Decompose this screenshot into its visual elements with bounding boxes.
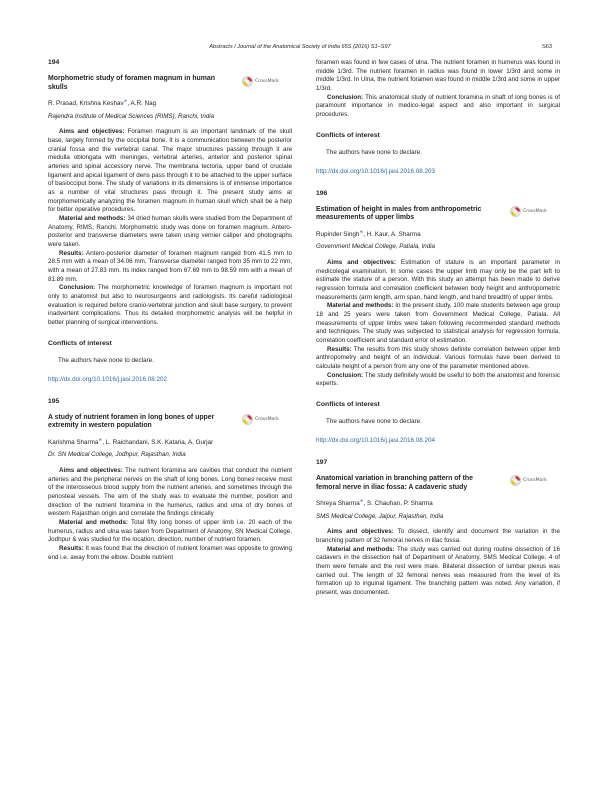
conflicts-text: The authors have none to declare.	[58, 356, 154, 364]
crossmark-badge[interactable]	[242, 74, 286, 88]
results-paragraph	[316, 346, 560, 372]
conclusion-text: The morphometric knowledge of foramen magnum is important not only to anatomist but also to neurosurgeons and radiologists. Its careful radiological evaluation is required before cranio-vertebral junction and skull base surgery, to prevent inadvertent complications. Thus its detailed morphometric analysis will be helpful in better planning of surgical interventions.	[48, 284, 292, 326]
affiliation: SMS Medical College, Jaipur, Rajasthan, India	[316, 512, 444, 520]
abstract-header	[48, 75, 292, 92]
running-head: Abstracts / Journal of the Anatomical Society of India 65S (2016) S1–S97	[209, 44, 391, 50]
affiliation: Dr. SN Medical College, Jodhpur, Rajasthan, India	[48, 451, 186, 459]
conclusion-paragraph	[316, 372, 560, 389]
authors	[48, 436, 292, 448]
aims-label: Aims and objectives:	[59, 128, 125, 136]
corresponding-author-mark[interactable]: ∗	[98, 436, 103, 442]
abstract-title: Anatomical variation in branching pattern of the femoral nerve in iliac fossa: A cadaveric study	[316, 474, 473, 491]
authors	[316, 228, 560, 240]
conclusion-paragraph	[48, 284, 292, 327]
author-lead: Rupinder Singh	[316, 230, 360, 238]
abstract-number: 194	[48, 59, 60, 66]
crossmark-badge[interactable]	[510, 205, 554, 219]
abstract-number: 197	[316, 458, 328, 466]
abstract-header	[48, 414, 292, 431]
abstract-header	[316, 206, 560, 223]
aims-paragraph	[48, 128, 292, 215]
methods-paragraph	[48, 519, 292, 545]
results-label: Results:	[59, 544, 84, 552]
crossmark-label: CrossMark	[255, 417, 279, 423]
conclusion-label: Conclusion:	[327, 371, 364, 379]
doi-link[interactable]: http://dx.doi.org/10.1016/j.jasi.2016.08.202	[48, 375, 168, 383]
author-rest: , H. Kaur, A. Sharma	[363, 230, 421, 238]
conflicts-text: The authors have none to declare.	[326, 417, 422, 425]
methods-text: Total fifty long bones of upper limb i.e. 20 each of the humerus, radius and ulna was taken from Department of Anatomy, SN Medical College, Jodhpur & was studied for the location, direction, number of nutrient foramen.	[48, 518, 292, 544]
author-lead: R. Prasad, Krishna Keshav	[48, 100, 124, 108]
author-rest: , L. Raichandani, S.K. Kataria, A. Gurjar	[102, 438, 214, 446]
crossmark-label: CrossMark	[523, 209, 547, 215]
abstract-number: 196	[316, 189, 328, 197]
aims-label: Aims and objectives:	[327, 259, 396, 267]
aims-text: Estimation of stature is an important parameter in medicolegal examination. In some cases the upper limb may only be the part left to estimate the stature of a person. With this study an attempt has been made to derive regression formula and correlation coefficient between body height and anthropometric measurements (arm length, arm span, hand length, and hand breadth) of upper limbs.	[316, 259, 560, 301]
abstract-number: 195	[48, 397, 60, 405]
author-lead: Karishma Sharma	[48, 438, 99, 446]
abstract-title: A study of nutrient foramen in long bones of upper extremity in western population	[48, 413, 215, 430]
conclusion-text: This anatomical study of nutrient foramina in shaft of long bones is of paramount importance in medico-legal aspect and also important in surgical procedures.	[316, 93, 560, 118]
aims-label: Aims and objectives:	[327, 528, 394, 536]
conclusion-text: The study definitely would be useful to both the anatomist and forensic experts.	[316, 371, 560, 388]
conclusion-label: Conclusion:	[59, 284, 96, 292]
conclusion-label: Conclusion:	[327, 93, 364, 101]
methods-label: Material and methods:	[327, 302, 394, 310]
aims-paragraph	[48, 467, 292, 519]
conflicts-heading: Conflicts of interest	[48, 339, 112, 347]
abstract-title: Estimation of height in males from anthropometric measurements of upper limbs	[316, 205, 482, 222]
aims-text: Foramen magnum is an important landmark of the skull base, largely formed by the occipital bone. It is a communication between the posterior cranial fossa and the vertebral canal. The major structures passing through it are medulla oblongata with meninges, vertebral arteries, anterior and posterior spinal arteries and spinal accessory nerve. The membrana tectoria, upper band of cruciate ligament and apical ligament of dens pass through it to be attached to the upper surface of basiocciput bone. The study of variations in its dimensions is of immense importance as a number of vital structures pass through it. The present study aims at morphometrically analyzing the foramen magnum in human skull which shall be a help for better operative procedures.	[48, 128, 292, 214]
aims-text: To dissect, identify and document the variation in the branching pattern of 32 femoral nerves in iliac fossa.	[316, 528, 560, 545]
aims-text: The nutrient foramina are cavities that conduct the nutrient arteries and the peripheral nerves on the shaft of long bones. Long bones receive most of the interosseous blood supply from the nutrient arteries, and sometimes through the periosteal vessels. The aim of the study was to evaluate the number, position and direction of the nutrient foramina in the humerus, radius and ulna of dry bones of western Rajasthan origin and correlate the findings clinically	[48, 467, 293, 518]
affiliation: Government Medical College, Patiala, India	[316, 243, 436, 251]
methods-label: Material and methods:	[59, 215, 126, 223]
abstract-header	[316, 475, 560, 492]
aims-paragraph	[316, 259, 560, 302]
results-text: The results from this study shows definite correlation between upper limb anthropometry and height of an individual. Various formulas have been derived to calculate height of a person from any one of the parameter mentioned above.	[316, 345, 560, 370]
methods-text: The study was carried out during routine dissection of 16 cadavers in the dissection hall of Department of Anatomy, SMS Medical College. 4 of them were female and the rest were male. Bilateral dissection of lumbar plexus was carried out. The length of 32 femoral nerves was measured from the level of its formation up to inguinal ligament. The branching pattern was noted. Any variation, if present, was documented.	[316, 545, 560, 596]
conclusion-paragraph	[316, 94, 560, 120]
results-label: Results:	[327, 345, 352, 353]
results-text: Antero-posterior diameter of foramen magnum ranged from 41.5 mm to 28.5 mm with a mean of 34.06 mm. Transverse diameter ranged from 35 mm to 22 mm, with a mean of 27.83 mm. Its index ranged from 67.69 mm to 98.59 mm with a mean of 81.89 mm.	[48, 249, 292, 283]
methods-label: Material and methods:	[59, 518, 129, 526]
crossmark-icon	[510, 206, 521, 217]
methods-paragraph	[48, 215, 292, 250]
crossmark-icon	[242, 76, 253, 87]
methods-label: Material and methods:	[327, 545, 395, 553]
abstract-title: Morphometric study of foramen magnum in human skulls	[48, 75, 215, 91]
crossmark-icon	[242, 414, 253, 425]
corresponding-author-mark[interactable]: ∗	[359, 498, 364, 504]
doi-link[interactable]: http://dx.doi.org/10.1016/j.jasi.2016.08.203	[316, 167, 436, 175]
corresponding-author-mark[interactable]: ∗	[123, 98, 128, 104]
crossmark-label: CrossMark	[523, 478, 547, 484]
results-paragraph	[48, 250, 292, 285]
methods-paragraph	[316, 546, 560, 598]
methods-text: 34 dried human skulls were studied from the Department of Anatomy, RIMS, Ranchi. Morphometric study was done on foramen magnum. Antero-posterior and transverse diameters were taken using vernier caliper and photographs were taken.	[48, 215, 292, 248]
left-column	[48, 59, 292, 562]
conflicts-heading: Conflicts of interest	[316, 400, 380, 408]
page-number: S63	[542, 44, 552, 50]
crossmark-badge[interactable]	[242, 413, 286, 427]
crossmark-label: CrossMark	[255, 78, 279, 84]
conflicts-heading: Conflicts of interest	[316, 131, 380, 139]
author-rest: , S. Chauhan, P. Sharma	[363, 500, 433, 508]
results-continued-paragraph: foramen was found in few cases of ulna. The nutrient foramen in humerus was found in middle 1/3rd. The nutrient foramen in radius was found in lower 1/3rd and some in middle 1/3rd. In Ulna, the nutrient foramen was found in middle 1/3rd and some in upper 1/3rd.	[316, 59, 560, 92]
aims-label: Aims and objectives:	[59, 467, 123, 475]
affiliation: Rajendra Institute of Medical Sciences (RIMS), Ranchi, India	[48, 112, 215, 120]
results-label: Results:	[59, 249, 84, 257]
crossmark-icon	[510, 475, 521, 486]
authors	[316, 497, 560, 509]
aims-paragraph	[316, 528, 560, 545]
author-rest: , A.R. Nag	[127, 100, 157, 108]
authors	[48, 97, 292, 109]
conflicts-text: The authors have none to declare.	[326, 148, 422, 156]
author-lead: Shreya Sharma	[316, 500, 360, 508]
results-paragraph	[48, 545, 292, 562]
results-text: It was found that the direction of nutrient foramen was opposite to growing end i.e. away from the elbow. Double nutrient	[48, 544, 292, 561]
doi-link[interactable]: http://dx.doi.org/10.1016/j.jasi.2016.08.204	[316, 436, 436, 444]
crossmark-badge[interactable]	[510, 474, 554, 488]
right-column	[316, 59, 560, 598]
methods-text: In the present study, 100 male students between age group 18 and 25 years were taken from Government Medical College, Patiala. All measurements of upper limbs were taken following recommended standard methods and techniques. The study was subjected to statistical analysis for regression formula, correlation coefficient and standard error of estimation.	[316, 302, 560, 344]
methods-paragraph	[316, 302, 560, 345]
corresponding-author-mark[interactable]: ∗	[359, 228, 364, 234]
